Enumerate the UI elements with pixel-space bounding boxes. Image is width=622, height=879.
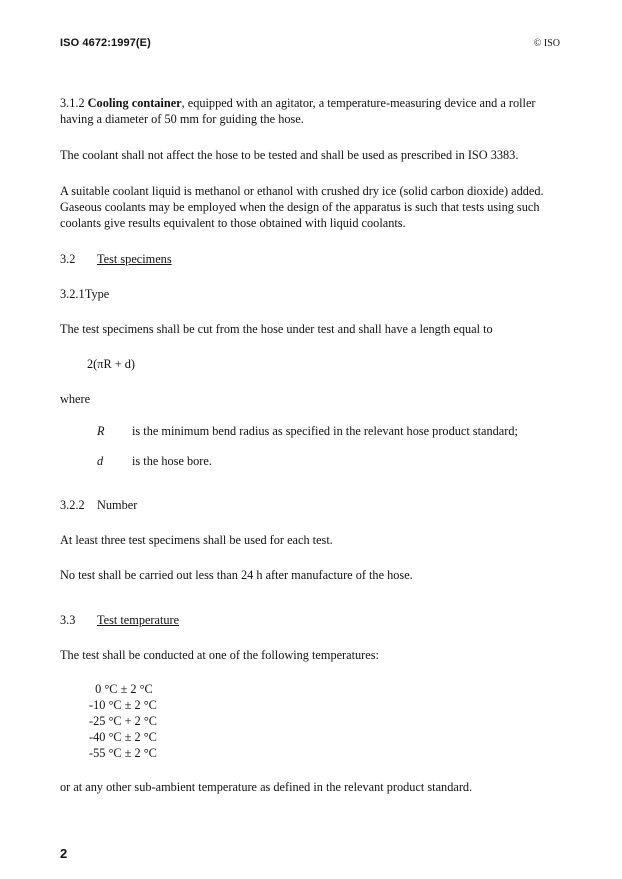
section-title: Test temperature [97, 613, 180, 627]
clause-number: 3.2.2 [60, 498, 85, 512]
section-3-3-heading [60, 612, 555, 628]
length-formula: 2(πR + d) [87, 357, 135, 371]
section-number: 3.3 [60, 613, 76, 627]
temperature-list [89, 681, 555, 761]
definition-symbol: d [97, 454, 104, 468]
definition-text: is the minimum bend radius as specified in the relevant hose product standard; [132, 424, 518, 438]
temperature-item: -55 °C ± 2 °C [89, 746, 157, 760]
clause-3-1-2 [60, 95, 555, 127]
copyright-notice: © ISO [533, 38, 560, 49]
clause-3-2-1-heading [60, 286, 555, 302]
document-body [60, 95, 555, 795]
symbol-definitions [97, 423, 555, 469]
section-title: Test specimens [97, 252, 172, 266]
clause-3-2-2-heading [60, 497, 555, 513]
clause-number: 3.2.1 [60, 287, 85, 301]
coolant-paragraph: The coolant shall not affect the hose to be tested and shall be used as prescribed in ISO 3383. [60, 148, 519, 162]
temperature-item: -10 °C ± 2 °C [89, 698, 157, 712]
clause-number: 3.1.2 [60, 96, 85, 110]
temperature-intro: The test shall be conducted at one of the following temperatures: [60, 648, 379, 662]
page-number: 2 [60, 846, 68, 861]
where-label: where [60, 392, 91, 406]
temperature-item: 0 °C ± 2 °C [89, 682, 153, 696]
standard-reference: ISO 4672:1997(E) [60, 37, 151, 49]
clause-title: Type [84, 287, 110, 301]
definition-text: is the hose bore. [132, 454, 212, 468]
clause-text: , equipped with an agitator, a temperature-measuring device and a roller having a diameter of 50 mm for guiding the hose. [60, 96, 536, 126]
clause-title: Number [97, 498, 138, 512]
temperature-closing: or at any other sub-ambient temperature as defined in the relevant product standard. [60, 780, 473, 794]
test-delay-text: No test shall be carried out less than 24 h after manufacture of the hose. [60, 568, 413, 582]
specimen-count-text: At least three test specimens shall be used for each test. [60, 533, 333, 547]
definition-symbol: R [97, 424, 105, 438]
temperature-item: -25 °C + 2 °C [89, 714, 158, 728]
section-number: 3.2 [60, 252, 76, 266]
definition-row [97, 423, 555, 439]
definition-row [97, 453, 555, 469]
temperature-item: -40 °C ± 2 °C [89, 730, 157, 744]
suitable-coolant-paragraph: A suitable coolant liquid is methanol or ethanol with crushed dry ice (solid carbon dioxide) added. Gaseous coolants may be employed when the design of the apparatus is such that tests using such coolants give results equivalent to those obtained with liquid coolants. [60, 184, 544, 230]
section-3-2-heading [60, 251, 555, 267]
length-requirement: The test specimens shall be cut from the hose under test and shall have a length equal to [60, 322, 493, 336]
clause-term: Cooling container [87, 96, 182, 110]
